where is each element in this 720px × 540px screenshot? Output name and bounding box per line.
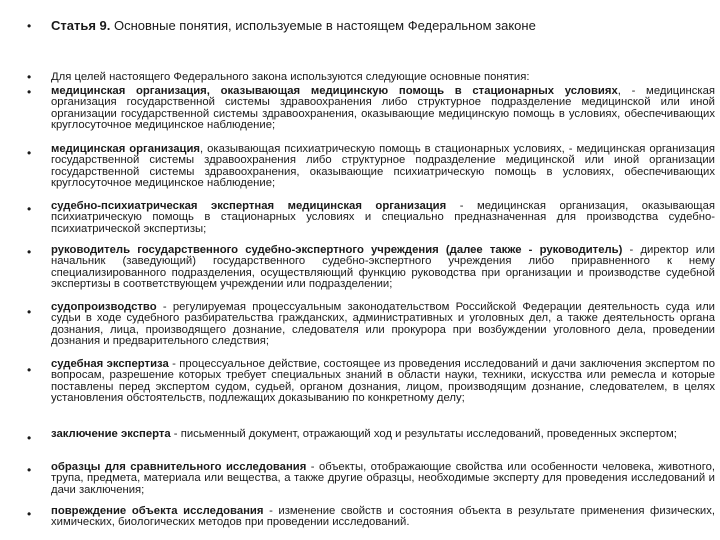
definition-term: медицинская организация (51, 143, 201, 155)
definition-item (51, 462, 715, 496)
bullet-item: • (27, 85, 32, 99)
definition-item (51, 359, 715, 405)
definition-text: - изменение свойств и состояния объекта в результате применения физических, химических, биологических методов при проведении исследований. (51, 505, 715, 529)
bullet-item: • (27, 507, 32, 521)
bullet-intro: • (27, 70, 32, 84)
definition-term: повреждение объекта исследования (51, 505, 264, 517)
article-title-text: Основные понятия, используемые в настоящем Федеральном законе (110, 18, 536, 33)
definition-item (51, 86, 715, 132)
definition-text: - регулируемая процессуальным законодательством Российской Федерации деятельность суда или судьи в ходе судебного разбирательства гражданских, административных и уголовных дел, а также деятельность органа дознания, лица, производящего дознание, следователя или прокурора при возбуждении уголовного дела, проведении дознания и предварительного следствия; (51, 301, 715, 348)
definition-term: медицинская организация, оказывающая медицинскую помощь в стационарных условиях (51, 85, 618, 97)
definition-item (51, 201, 715, 235)
definition-text: - письменный документ, отражающий ход и результаты исследований, проведенных экспертом; (170, 428, 677, 440)
definition-item (51, 429, 715, 440)
article-title (51, 18, 711, 33)
definition-text: , - медицинская организация государственной системы здравоохранения либо структурное подразделение медицинской или иной организации государственной системы здравоохранения, оказывающие медицинскую помощь в условиях, обеспечивающих круглосуточное медицинское наблюдение; (51, 85, 716, 132)
bullet-title: • (27, 19, 32, 33)
bullet-item: • (27, 431, 32, 445)
definition-text: - процессуальное действие, состоящее из проведения исследований и дачи заключения экспертом по вопросам, разрешение которых требует специальных знаний в области науки, техники, искусства или ремесла и которые поставлены перед экспертом судом, судьей, органом дознания, лицом, производящим дознание, следователем, в целях установления обстоятельств, подлежащих доказыванию по конкретному делу; (51, 358, 715, 405)
definition-text: - объекты, отображающие свойства или особенности человека, животного, трупа, предмета, материала или вещества, а также другие образцы, необходимые эксперту для проведения исследований и дачи заключения; (51, 461, 715, 496)
definition-text: - медицинская организация, оказывающая психиатрическую помощь в стационарных условиях и специально предназначенная для производства судебно-психиатрической экспертизы; (51, 200, 716, 235)
definition-term: заключение эксперта (51, 428, 171, 440)
definition-term: судопроизводство (51, 301, 157, 313)
bullet-item: • (27, 202, 32, 216)
definition-term: руководитель государственного судебно-экспертного учреждения (далее также - руководитель) (51, 244, 623, 256)
bullet-item: • (27, 146, 32, 160)
bullet-item: • (27, 363, 32, 377)
bullet-item: • (27, 463, 32, 477)
definition-text: , оказывающая психиатрическую помощь в стационарных условиях, - медицинская организация государственной системы здравоохранения либо структурное подразделение медицинской или иной организации государственной системы здравоохранения, оказывающие психиатрическую помощь в условиях, обеспечивающих круглосуточное медицинское наблюдение; (51, 143, 715, 190)
definition-term: судебная экспертиза (51, 358, 169, 370)
definition-item (51, 144, 715, 190)
definition-item (51, 302, 715, 348)
intro-text: Для целей настоящего Федерального закона используются следующие основные понятия: (51, 71, 530, 83)
bullet-item: • (27, 245, 32, 259)
definition-item (51, 245, 715, 291)
definition-text: - директор или начальник (заведующий) государственного судебно-экспертного учреждения либо приравненного к нему специализированного подразделения, осуществляющий функцию руководства при организации и производстве судебной экспертизы в соответствующем учреждении или подразделении; (51, 244, 715, 291)
bullet-item: • (27, 305, 32, 319)
definition-term: образцы для сравнительного исследования (51, 461, 307, 473)
definition-item (51, 506, 715, 529)
definition-term: судебно-психиатрическая экспертная медицинская организация (51, 200, 447, 212)
article-number: Статья 9. (51, 18, 111, 33)
